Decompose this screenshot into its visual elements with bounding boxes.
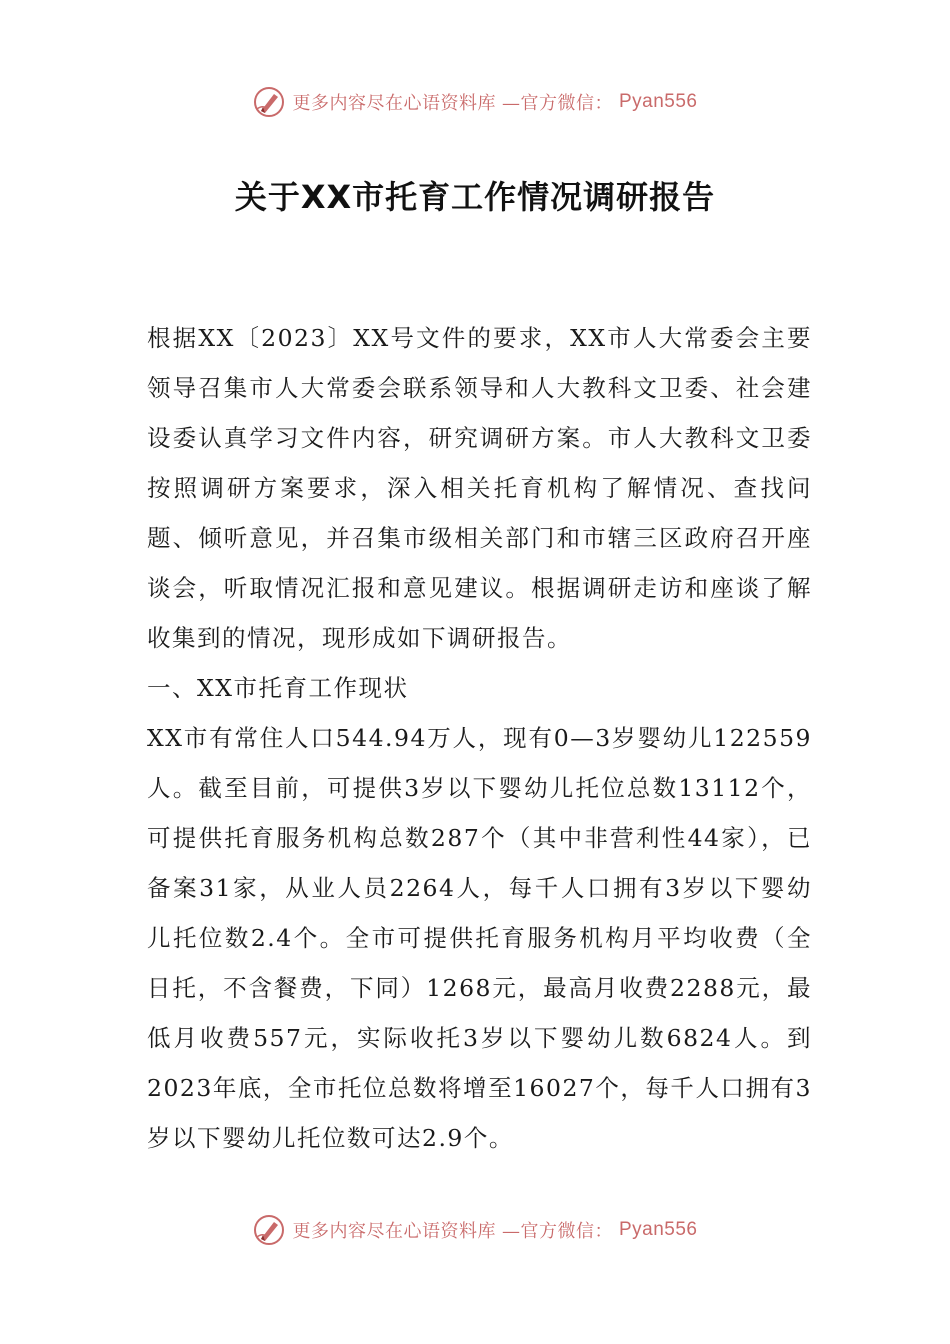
section-heading: 一、XX市托育工作现状 <box>147 674 409 702</box>
watermark-slogan: 更多内容尽在心语资料库 <box>292 93 496 114</box>
footer-watermark <box>0 1210 950 1250</box>
watermark-wechat-id: Pyan556 <box>618 91 698 112</box>
paragraph-status: XX市有常住人口544.94万人，现有0—3岁婴幼儿122559人。截至目前，可提供3岁以下婴幼儿托位总数13112个，可提供托育服务机构总数287个（其中非营利性44家），已备案31家，从业人员2264人，每千人口拥有3岁以下婴幼儿托位数2.4个。全市可提供托育服务机构月平均收费（全日托，不含餐费，下同）1268元，最高月收费2288元，最低月收费557元，实际收托3岁以下婴幼儿数6824人。到2023年底，全市托位总数将增至16027个，每千人口拥有3岁以下婴幼儿托位数可达2.9个。 <box>147 724 812 1152</box>
pen-logo-icon <box>252 85 286 119</box>
document-body <box>147 313 812 1163</box>
watermark-wechat-label: —官方微信： <box>501 93 613 114</box>
watermark-wechat-id: Pyan556 <box>618 1219 698 1240</box>
paragraph-intro: 根据XX〔2023〕XX号文件的要求，XX市人大常委会主要领导召集市人大常委会联系领导和人大教科文卫委、社会建设委认真学习文件内容，研究调研方案。市人大教科文卫委按照调研方案要求，深入相关托育机构了解情况、查找问题、倾听意见，并召集市级相关部门和市辖三区政府召开座谈会，听取情况汇报和意见建议。根据调研走访和座谈了解收集到的情况，现形成如下调研报告。 <box>147 324 812 652</box>
watermark-slogan: 更多内容尽在心语资料库 <box>292 1221 496 1242</box>
watermark-wechat-label: —官方微信： <box>501 1221 613 1242</box>
header-watermark <box>0 82 950 122</box>
document-title: 关于XX市托育工作情况调研报告 <box>234 178 716 216</box>
pen-logo-icon <box>252 1213 286 1247</box>
